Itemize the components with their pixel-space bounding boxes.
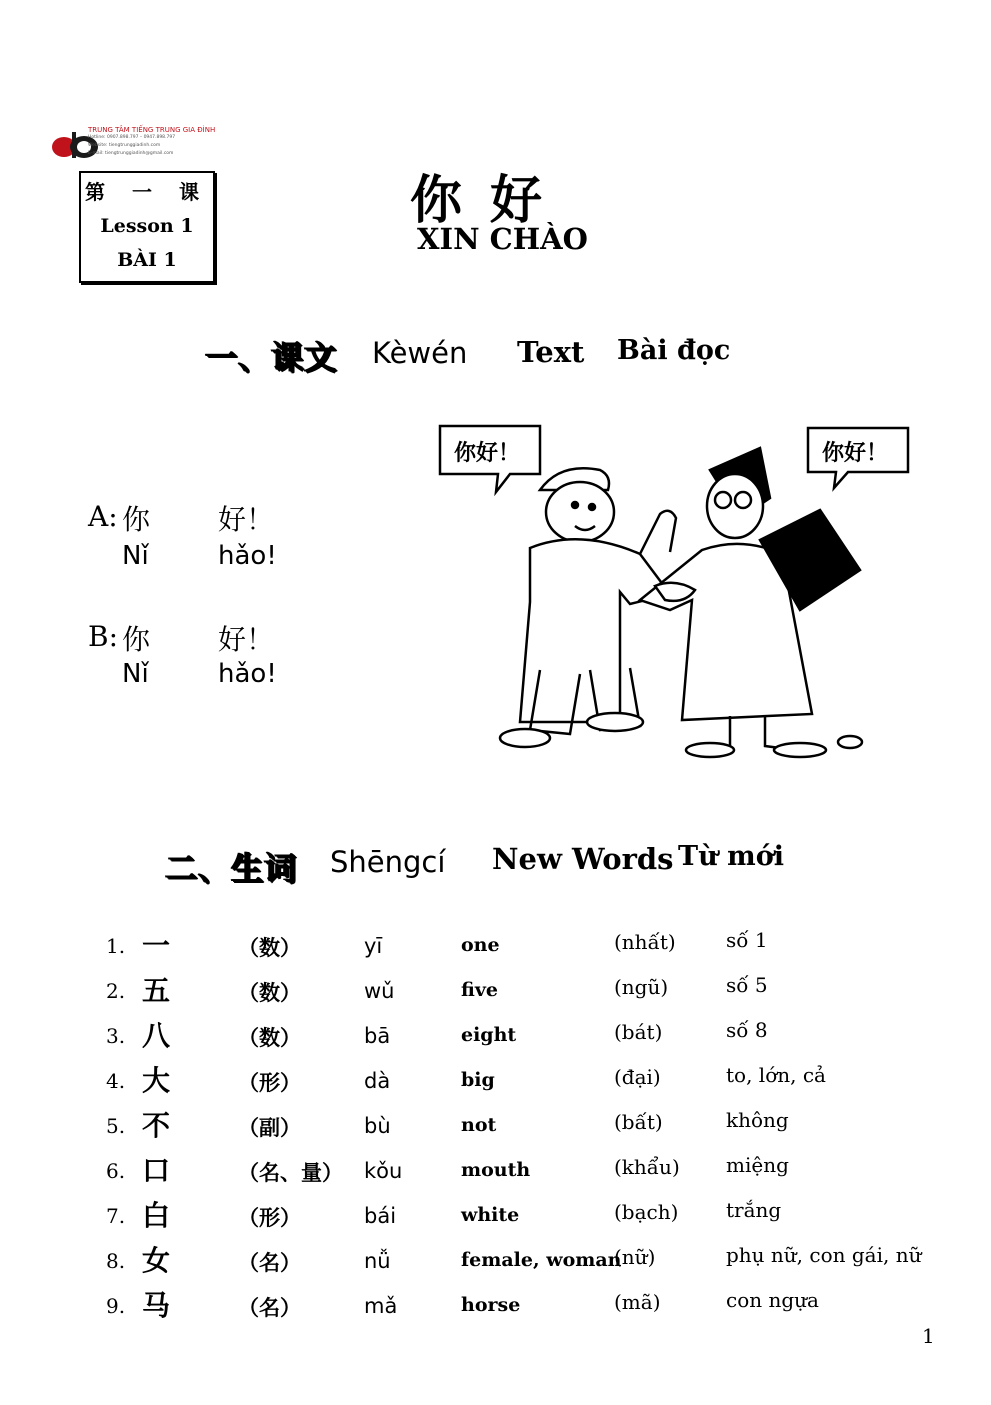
vocab-pinyin: nǚ <box>364 1249 391 1273</box>
dialogue-b-hanzi1: 你 <box>122 623 151 656</box>
vocab-vietnamese: phụ nữ, con gái, nữ <box>726 1243 922 1267</box>
vocab-hanviet: (đại) <box>614 1065 661 1089</box>
vocab-hanzi: 大 <box>142 1064 171 1097</box>
vocab-hanzi: 不 <box>142 1109 171 1142</box>
section2-vietnamese: Từ mới <box>678 841 784 872</box>
dialogue-b-pinyin2: hǎo! <box>218 659 277 689</box>
vocab-vietnamese: miệng <box>726 1153 789 1177</box>
dialogue-a-pinyin1: Nǐ <box>122 541 149 571</box>
vocab-vietnamese: số 8 <box>726 1018 768 1042</box>
vocab-row <box>106 924 966 969</box>
vocab-hanviet: (mã) <box>614 1290 661 1314</box>
vocab-row <box>106 1059 966 1104</box>
lesson-title-vn: XIN CHÀO <box>417 222 588 256</box>
vocabulary-list <box>106 924 966 1329</box>
vocab-number: 3. <box>106 1024 126 1048</box>
vocab-pos: （形） <box>238 1070 301 1095</box>
vocab-pinyin: dà <box>364 1069 391 1093</box>
publisher-logo <box>48 126 248 166</box>
logo-name: TRUNG TÂM TIẾNG TRUNG GIA ĐÌNH <box>88 126 216 134</box>
vocab-hanzi: 马 <box>142 1289 171 1322</box>
vocab-pos: （形） <box>238 1205 301 1230</box>
section1-pinyin: Kèwén <box>372 336 468 370</box>
dialogue-b-hanzi2: 好！ <box>218 623 275 656</box>
vocab-hanviet: (ngũ) <box>614 975 669 999</box>
section2-pinyin: Shēngcí <box>330 845 446 879</box>
dialogue-a-speaker: A: <box>88 500 118 533</box>
vocab-row <box>106 1104 966 1149</box>
section1-vietnamese: Bài đọc <box>617 335 731 366</box>
vocab-english: one <box>461 934 500 956</box>
vocab-number: 4. <box>106 1069 126 1093</box>
vocab-vietnamese: con ngựa <box>726 1288 819 1312</box>
vocab-pinyin: wǔ <box>364 979 395 1003</box>
vocab-row <box>106 969 966 1014</box>
vocab-number: 2. <box>106 979 126 1003</box>
page-number: 1 <box>922 1324 935 1348</box>
section1-english: Text <box>517 335 585 369</box>
vocab-hanviet: (nữ) <box>614 1245 656 1269</box>
vocab-hanzi: 女 <box>142 1244 171 1277</box>
vocab-hanviet: (bất) <box>614 1110 663 1134</box>
vocab-vietnamese: số 5 <box>726 973 768 997</box>
vocab-pos: （数） <box>238 935 301 960</box>
vocab-hanviet: (bạch) <box>614 1200 679 1224</box>
vocab-pinyin: kǒu <box>364 1159 403 1183</box>
vocab-row <box>106 1239 966 1284</box>
lesson-label-cn: 第 一 课 <box>85 180 209 204</box>
dialogue-a-hanzi2: 好！ <box>218 503 275 536</box>
vocab-pos: （副） <box>238 1115 301 1140</box>
dialogue-b-speaker: B: <box>88 620 119 653</box>
vocab-row <box>106 1284 966 1329</box>
vocab-hanzi: 一 <box>142 929 171 962</box>
lesson-title-cn: 你好 <box>410 170 571 231</box>
vocab-english: not <box>461 1114 497 1136</box>
vocab-english: female, woman <box>461 1249 622 1271</box>
handshake-cartoon-icon <box>430 420 910 760</box>
vocab-hanviet: (nhất) <box>614 930 676 954</box>
dialogue-a-pinyin2: hǎo! <box>218 541 277 571</box>
vocab-pos: （名） <box>238 1295 301 1320</box>
vocab-pinyin: yī <box>364 934 383 958</box>
vocab-english: horse <box>461 1294 521 1316</box>
lesson-label-en: Lesson 1 <box>100 215 194 237</box>
vocab-vietnamese: số 1 <box>726 928 768 952</box>
vocab-pinyin: bù <box>364 1114 391 1138</box>
lesson-box <box>79 171 215 283</box>
vocab-pos: （名） <box>238 1250 301 1275</box>
vocab-hanviet: (khẩu) <box>614 1155 680 1179</box>
vocab-vietnamese: to, lớn, cả <box>726 1063 826 1087</box>
vocab-pos: （数） <box>238 1025 301 1050</box>
vocab-number: 6. <box>106 1159 126 1183</box>
vocab-number: 1. <box>106 934 126 958</box>
vocab-pos: （名、量） <box>238 1160 343 1185</box>
vocab-hanzi: 八 <box>142 1019 171 1052</box>
vocab-number: 9. <box>106 1294 126 1318</box>
vocab-english: five <box>461 979 498 1001</box>
vocab-pos: （数） <box>238 980 301 1005</box>
vocab-vietnamese: trắng <box>726 1198 782 1222</box>
vocab-row <box>106 1149 966 1194</box>
logo-website: Website: tiengtrunggiadinh.com <box>88 143 161 148</box>
vocab-hanzi: 口 <box>142 1154 171 1187</box>
vocab-pinyin: bā <box>364 1024 391 1048</box>
speech-bubble-right-text: 你好！ <box>822 440 889 466</box>
logo-hotline: Hotline: 0907.898.797 – 0947.898.797 <box>88 135 176 140</box>
section1-number: 一、课文 <box>205 338 338 376</box>
handshake-illustration <box>430 420 910 760</box>
speech-bubble-left-text: 你好！ <box>454 440 521 466</box>
vocab-pinyin: bái <box>364 1204 397 1228</box>
vocab-english: white <box>461 1204 520 1226</box>
vocab-hanzi: 五 <box>142 974 171 1007</box>
vocab-english: eight <box>461 1024 517 1046</box>
vocab-number: 8. <box>106 1249 126 1273</box>
vocab-hanzi: 白 <box>142 1199 171 1232</box>
section2-english: New Words <box>492 842 674 876</box>
logo-email: E-mail: tiengtrunggiadinh@gmail.com <box>88 151 174 156</box>
vocab-english: big <box>461 1069 495 1091</box>
section2-number: 二、生词 <box>165 849 298 887</box>
vocab-number: 5. <box>106 1114 126 1138</box>
vocab-row <box>106 1194 966 1239</box>
right-man-figure <box>640 448 862 757</box>
left-man-figure <box>500 468 676 747</box>
vocab-number: 7. <box>106 1204 126 1228</box>
vocab-vietnamese: không <box>726 1108 789 1132</box>
vocab-english: mouth <box>461 1159 531 1181</box>
lesson-label-vn: BÀI 1 <box>117 249 177 271</box>
dialogue-b-pinyin1: Nǐ <box>122 659 149 689</box>
vocab-row <box>106 1014 966 1059</box>
vocab-hanviet: (bát) <box>614 1020 663 1044</box>
dialogue-a-hanzi1: 你 <box>122 503 151 536</box>
vocab-pinyin: mǎ <box>364 1294 398 1318</box>
